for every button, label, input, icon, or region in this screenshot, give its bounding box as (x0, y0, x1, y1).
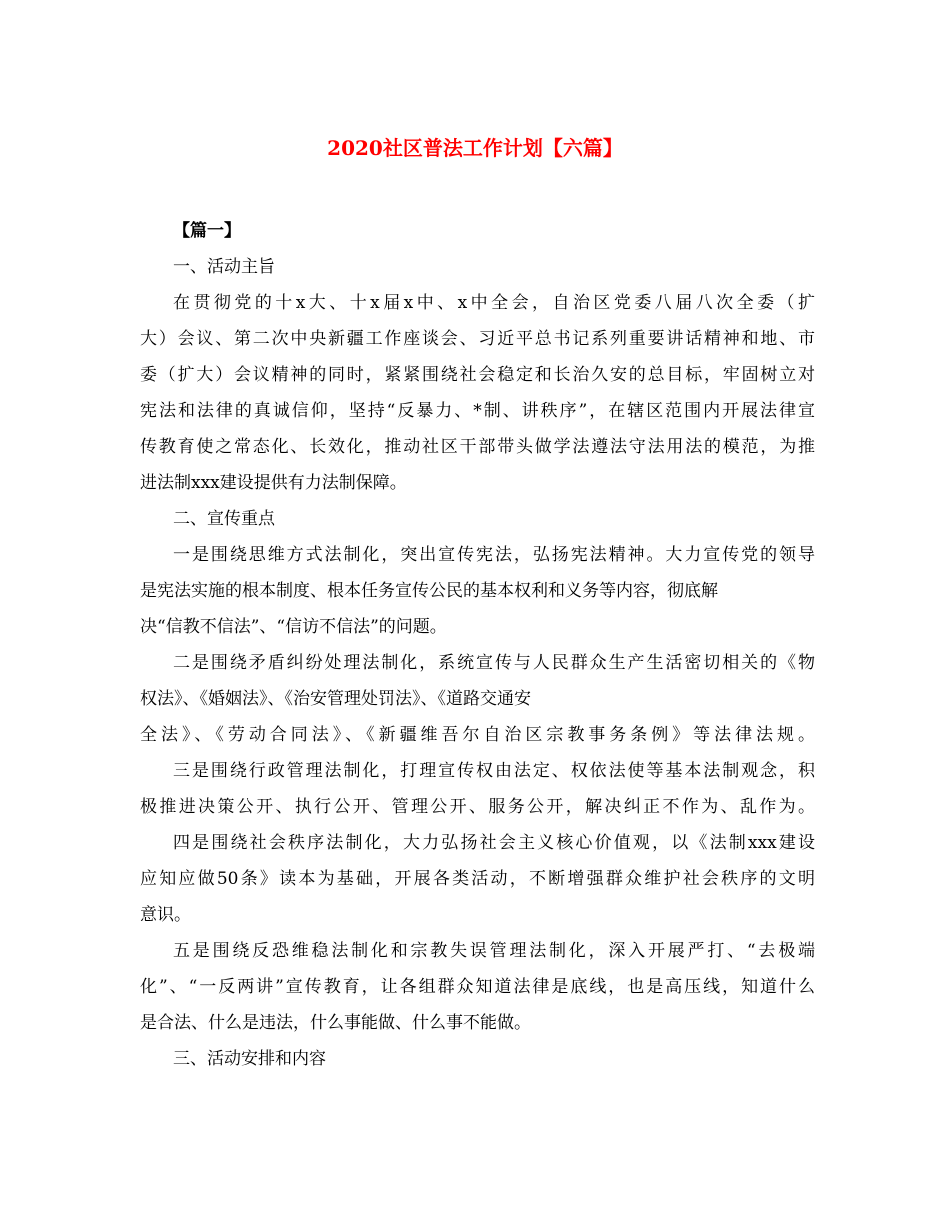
text-line: 委（扩大）会议精神的同时，紧紧围绕社会稳定和长治久安的总目标，牢固树立对 (140, 365, 815, 385)
text-line: 权法》、《婚姻法》、《治安管理处罚法》、《道路交通安 (140, 689, 531, 709)
text-line: 进法制xxx建设提供有力法制保障。 (140, 473, 407, 493)
section-label: 【篇一】 (173, 221, 241, 241)
text-line: 二是围绕矛盾纠纷处理法制化，系统宣传与人民群众生产生活密切相关的《物 (173, 653, 815, 673)
document-title: 2020社区普法工作计划【六篇】 (327, 136, 623, 160)
document-body (140, 213, 815, 1077)
text-line: 四是围绕社会秩序法制化，大力弘扬社会主义核心价值观，以《法制xxx建设 (173, 833, 815, 853)
paragraph-lines (140, 249, 815, 1077)
text-line: 大）会议、第二次中央新疆工作座谈会、习近平总书记系列重要讲话精神和地、市 (140, 329, 815, 349)
text-line: 三、活动安排和内容 (173, 1049, 326, 1069)
text-line: 宪法和法律的真诚信仰，坚持“反暴力、*制、讲秩序”，在辖区范围内开展法律宣 (140, 401, 815, 421)
text-line: 应知应做50条》读本为基础，开展各类活动，不断增强群众维护社会秩序的文明 (140, 869, 815, 889)
text-line: 极推进决策公开、执行公开、管理公开、服务公开，解决纠正不作为、乱作为。 (140, 797, 815, 817)
text-line: 五是围绕反恐维稳法制化和宗教失误管理法制化，深入开展严打、“去极端 (173, 941, 815, 961)
text-line: 在贯彻党的十x大、十x届x中、x中全会，自治区党委八届八次全委（扩 (173, 293, 815, 313)
text-line: 化”、“一反两讲”宣传教育，让各组群众知道法律是底线，也是高压线，知道什么 (140, 977, 815, 997)
text-line: 二、宣传重点 (173, 509, 275, 529)
text-line: 是宪法实施的根本制度、根本任务宣传公民的基本权利和义务等内容，彻底解 (140, 581, 718, 601)
text-line: 是合法、什么是违法，什么事能做、什么事不能做。 (140, 1013, 531, 1033)
text-line: 传教育使之常态化、长效化，推动社区干部带头做学法遵法守法用法的模范，为推 (140, 437, 815, 457)
text-line: 三是围绕行政管理法制化，打理宣传权由法定、权依法使等基本法制观念，积 (173, 761, 815, 781)
text-line: 全法》、《劳动合同法》、《新疆维吾尔自治区宗教事务条例》等法律法规。 (140, 725, 815, 745)
text-line: 意识。 (140, 905, 191, 925)
text-line: 决“信教不信法”、“信访不信法”的问题。 (140, 617, 447, 637)
text-line: 一是围绕思维方式法制化，突出宣传宪法，弘扬宪法精神。大力宣传党的领导 (173, 545, 815, 565)
text-line: 一、活动主旨 (173, 257, 275, 277)
